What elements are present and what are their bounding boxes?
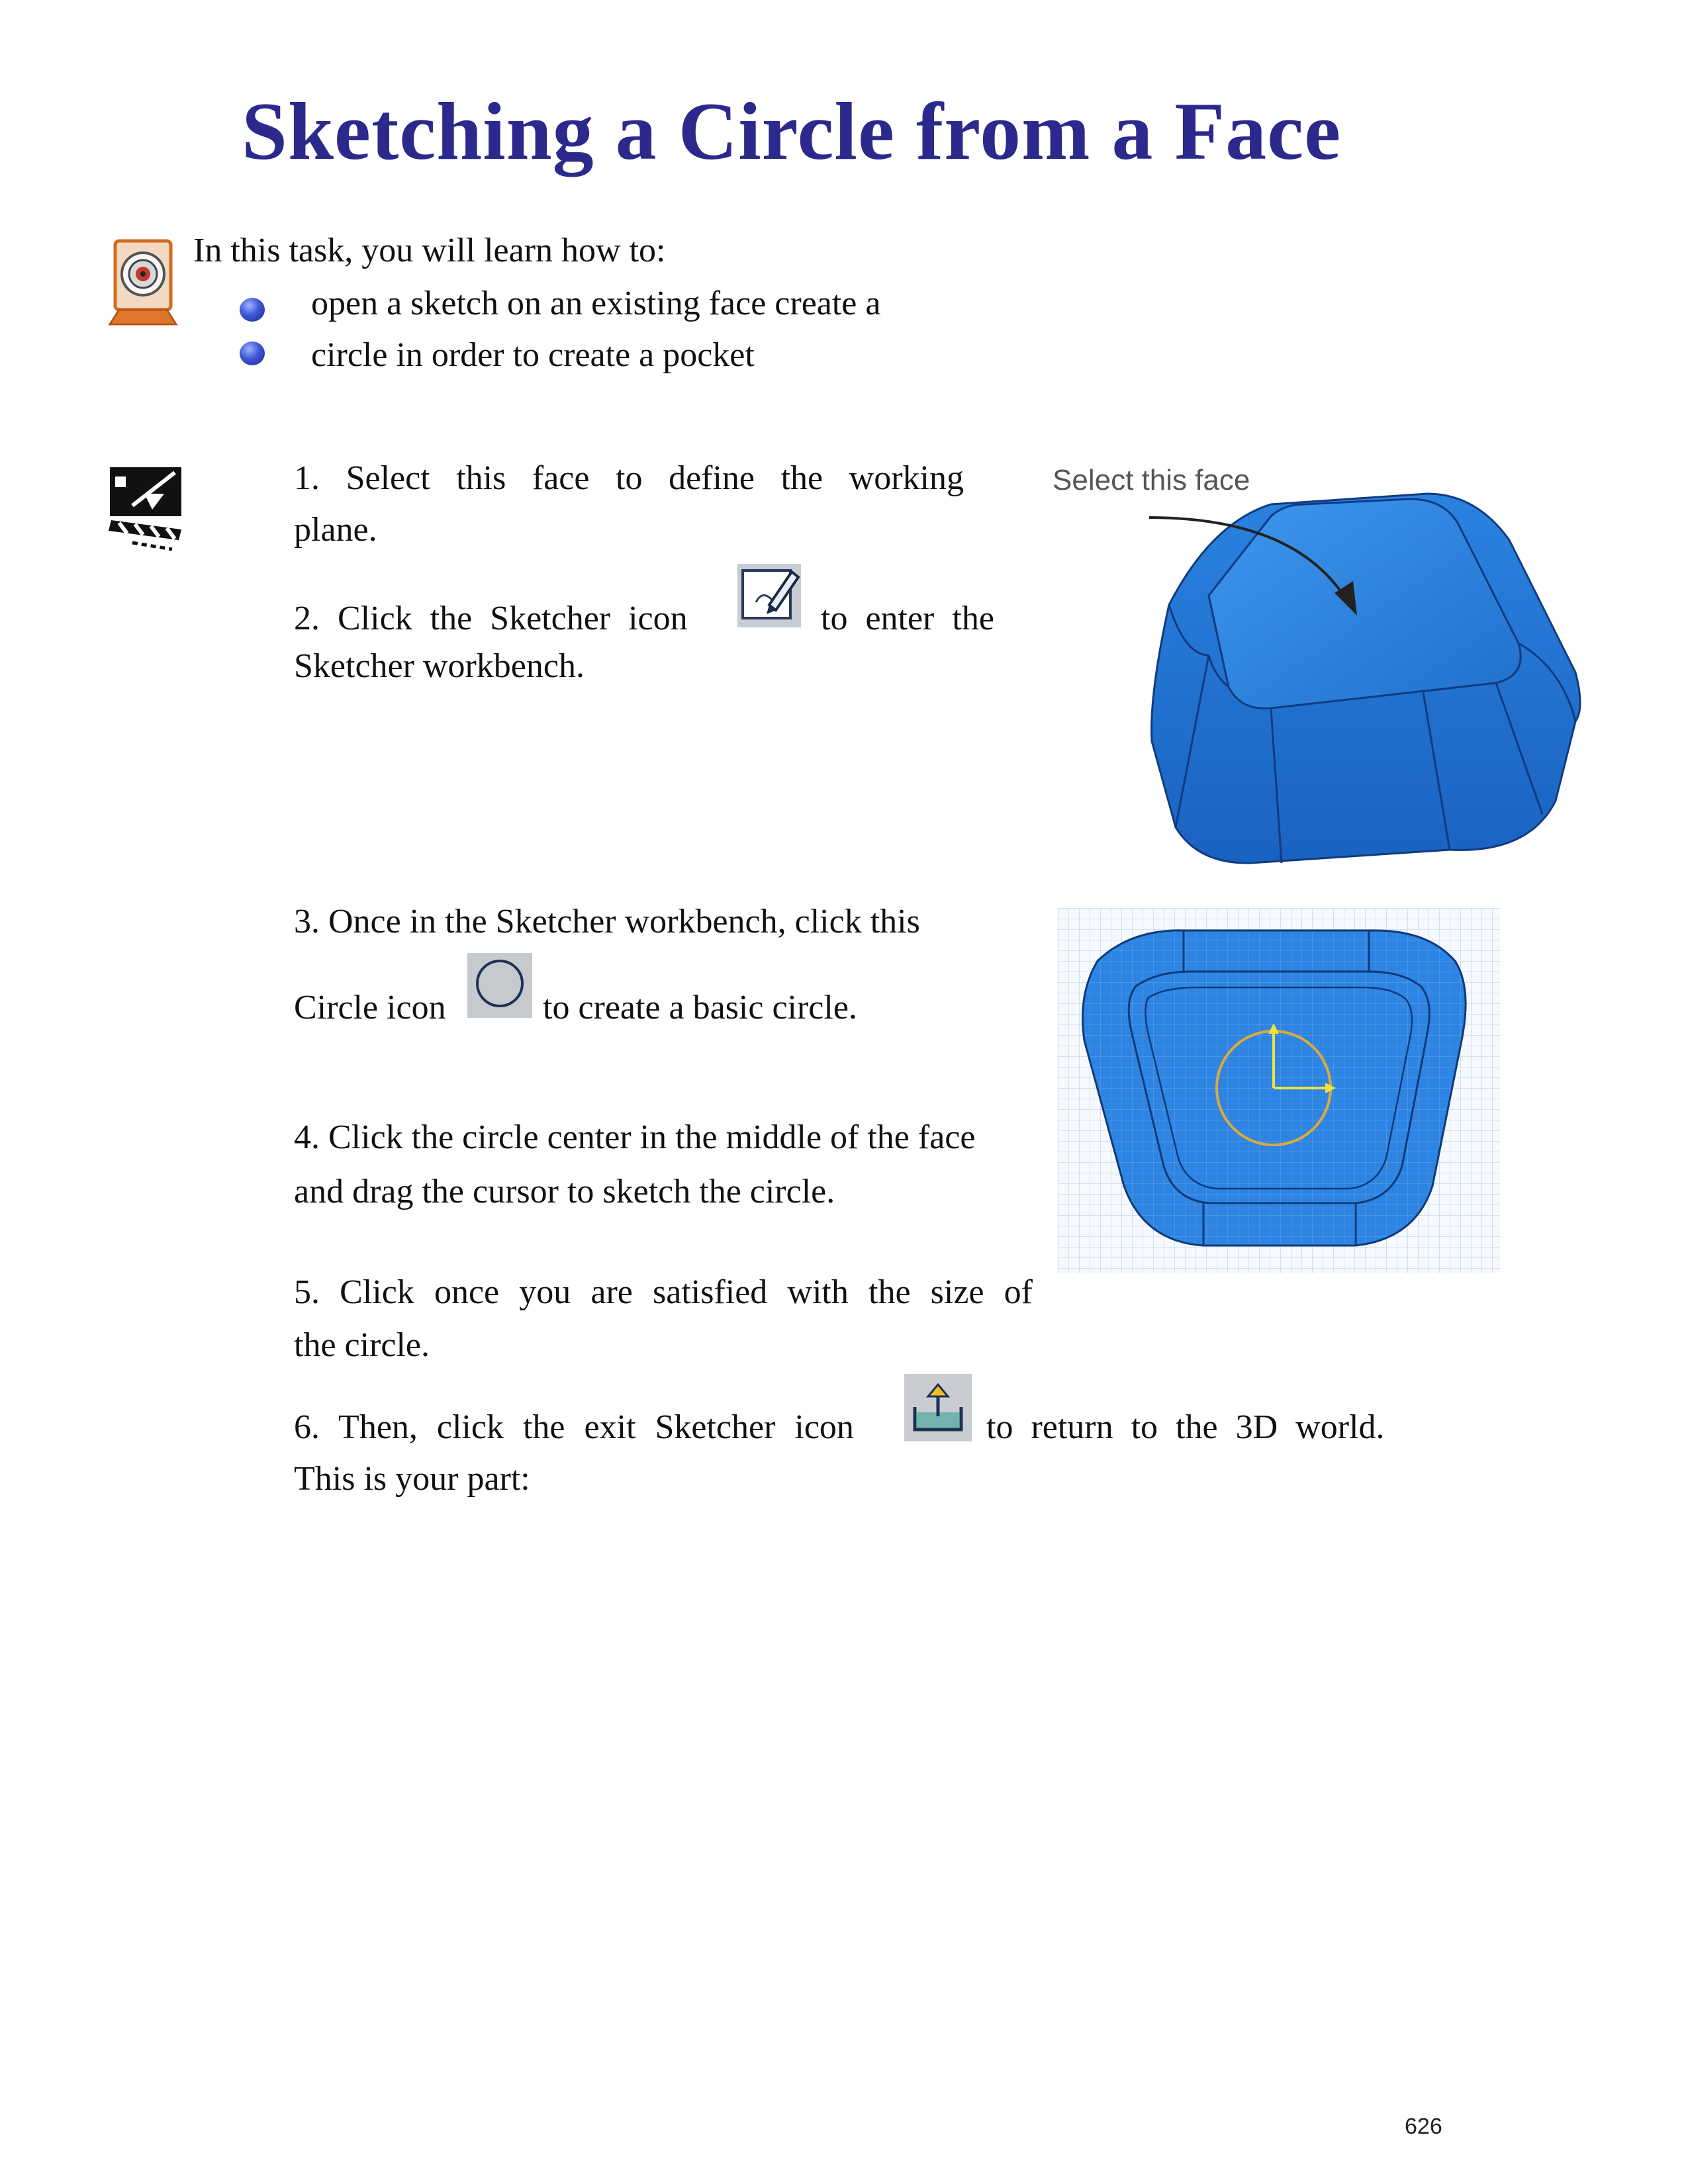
circle-tool-icon bbox=[467, 953, 532, 1018]
figure-caption: Select this face bbox=[1053, 464, 1250, 496]
step-4-line-1: 4. Click the circle center in the middle of the face bbox=[294, 1118, 976, 1156]
procedure-clapper-icon bbox=[106, 463, 188, 556]
figure-select-face bbox=[1053, 457, 1595, 867]
step-3-after-icon: to create a basic circle. bbox=[543, 989, 857, 1026]
exit-sketcher-icon bbox=[904, 1374, 972, 1441]
page-title: Sketching a Circle from a Face bbox=[242, 86, 1342, 177]
intro-bullet-2: circle in order to create a pocket bbox=[311, 336, 755, 374]
bullet-icon bbox=[240, 341, 265, 365]
step-5-line-2: the circle. bbox=[294, 1326, 430, 1364]
bullet-icon bbox=[240, 298, 265, 322]
step-2-before-icon: 2. Click the Sketcher icon bbox=[294, 600, 688, 637]
sketcher-icon bbox=[736, 563, 802, 629]
step-1-line-1: 1. Select this face to define the working bbox=[294, 459, 964, 497]
step-1-line-2: plane. bbox=[294, 511, 377, 549]
step-5-line-1: 5. Click once you are satisfied with the size of bbox=[294, 1273, 1033, 1311]
figure-sketch-circle bbox=[1058, 908, 1500, 1273]
step-2-after-icon: to enter the bbox=[821, 600, 994, 637]
step-6-before-icon: 6. Then, click the exit Sketcher icon bbox=[294, 1408, 854, 1446]
step-6-after-icon: to return to the 3D world. bbox=[986, 1408, 1385, 1446]
intro-bullet-1: open a sketch on an existing face create a bbox=[311, 285, 881, 322]
step-2-line-2: Sketcher workbench. bbox=[294, 647, 585, 685]
objective-target-icon bbox=[105, 237, 181, 327]
step-6-line-2: This is your part: bbox=[294, 1460, 530, 1498]
page-number: 626 bbox=[1405, 2114, 1442, 2139]
intro-lead: In this task, you will learn how to: bbox=[193, 232, 666, 269]
step-3-line-1: 3. Once in the Sketcher workbench, click this bbox=[294, 903, 920, 940]
step-4-line-2: and drag the cursor to sketch the circle. bbox=[294, 1173, 835, 1210]
step-3-before-icon: Circle icon bbox=[294, 989, 446, 1026]
